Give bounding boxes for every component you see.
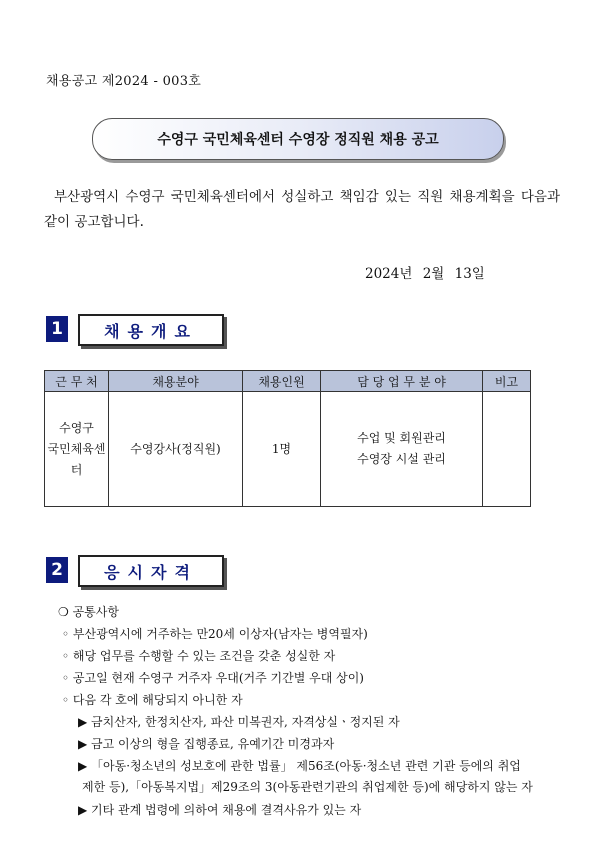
header-count: 채용인원 bbox=[243, 371, 321, 392]
cell-count: 1명 bbox=[243, 392, 321, 507]
sub-item: ▶ 금치산자, 한정치산자, 파산 미복권자, 자격상실ㆍ정지된 자 bbox=[78, 715, 400, 729]
sub-item: ▶ 기타 관계 법령에 의하여 채용에 결격사유가 있는 자 bbox=[78, 803, 362, 817]
list-item: ◦ 부산광역시에 거주하는 만20세 이상자(남자는 병역필자) bbox=[62, 627, 368, 641]
list-item: ◦ 다음 각 호에 해당되지 아니한 자 bbox=[62, 693, 243, 707]
table-row bbox=[45, 392, 531, 507]
recruitment-table bbox=[44, 370, 531, 507]
cell-note bbox=[483, 392, 531, 507]
common-heading: ❍ 공통사항 bbox=[58, 605, 119, 619]
intro-paragraph: 부산광역시 수영구 국민체육센터에서 성실하고 책임감 있는 직원 채용계획을 다음과 같이 공고합니다. bbox=[44, 189, 560, 230]
duty-line1: 수업 및 회원관리 bbox=[357, 431, 446, 445]
header-workplace: 근 무 처 bbox=[45, 371, 109, 392]
list-item: ◦ 공고일 현재 수영구 거주자 우대(거주 기간별 우대 상이) bbox=[62, 671, 364, 685]
sub-item: ▶ 「아동·청소년의 성보호에 관한 법률」 제56조(아동·청소년 관련 기관 등에의 취업 bbox=[78, 759, 521, 773]
cell-field: 수영강사(정직원) bbox=[109, 392, 243, 507]
sub-item-continuation: 제한 등),「아동복지법」제29조의 3(아동관련기관의 취업제한 등)에 해당하지 않는 자 bbox=[82, 780, 533, 794]
header-duty: 담 당 업 무 분 야 bbox=[321, 371, 483, 392]
announcement-title bbox=[92, 118, 504, 160]
section1-title: 채용개요 bbox=[78, 314, 224, 346]
list-item: ◦ 해당 업무를 수행할 수 있는 조건을 갖춘 성실한 자 bbox=[62, 649, 336, 663]
table-header-row bbox=[45, 371, 531, 392]
document-number: 채용공고 제2024 - 003호 bbox=[46, 74, 202, 89]
header-field: 채용분야 bbox=[109, 371, 243, 392]
duty-line2: 수영장 시설 관리 bbox=[357, 452, 446, 466]
announcement-date: 2024년 2월 13일 bbox=[365, 266, 485, 282]
section1-number: 1 bbox=[46, 316, 68, 342]
sub-item: ▶ 금고 이상의 형을 집행종료, 유예기간 미경과자 bbox=[78, 737, 335, 751]
section2-title: 응시자격 bbox=[78, 555, 224, 587]
header-note: 비고 bbox=[483, 371, 531, 392]
workplace-line2: 국민체육센터 bbox=[47, 441, 106, 477]
cell-workplace bbox=[45, 392, 109, 507]
workplace-line1: 수영구 bbox=[59, 420, 94, 435]
section2-number: 2 bbox=[46, 557, 68, 583]
announcement-title-text: 수영구 국민체육센터 수영장 정직원 채용 공고 bbox=[157, 132, 439, 148]
cell-duty bbox=[321, 392, 483, 507]
